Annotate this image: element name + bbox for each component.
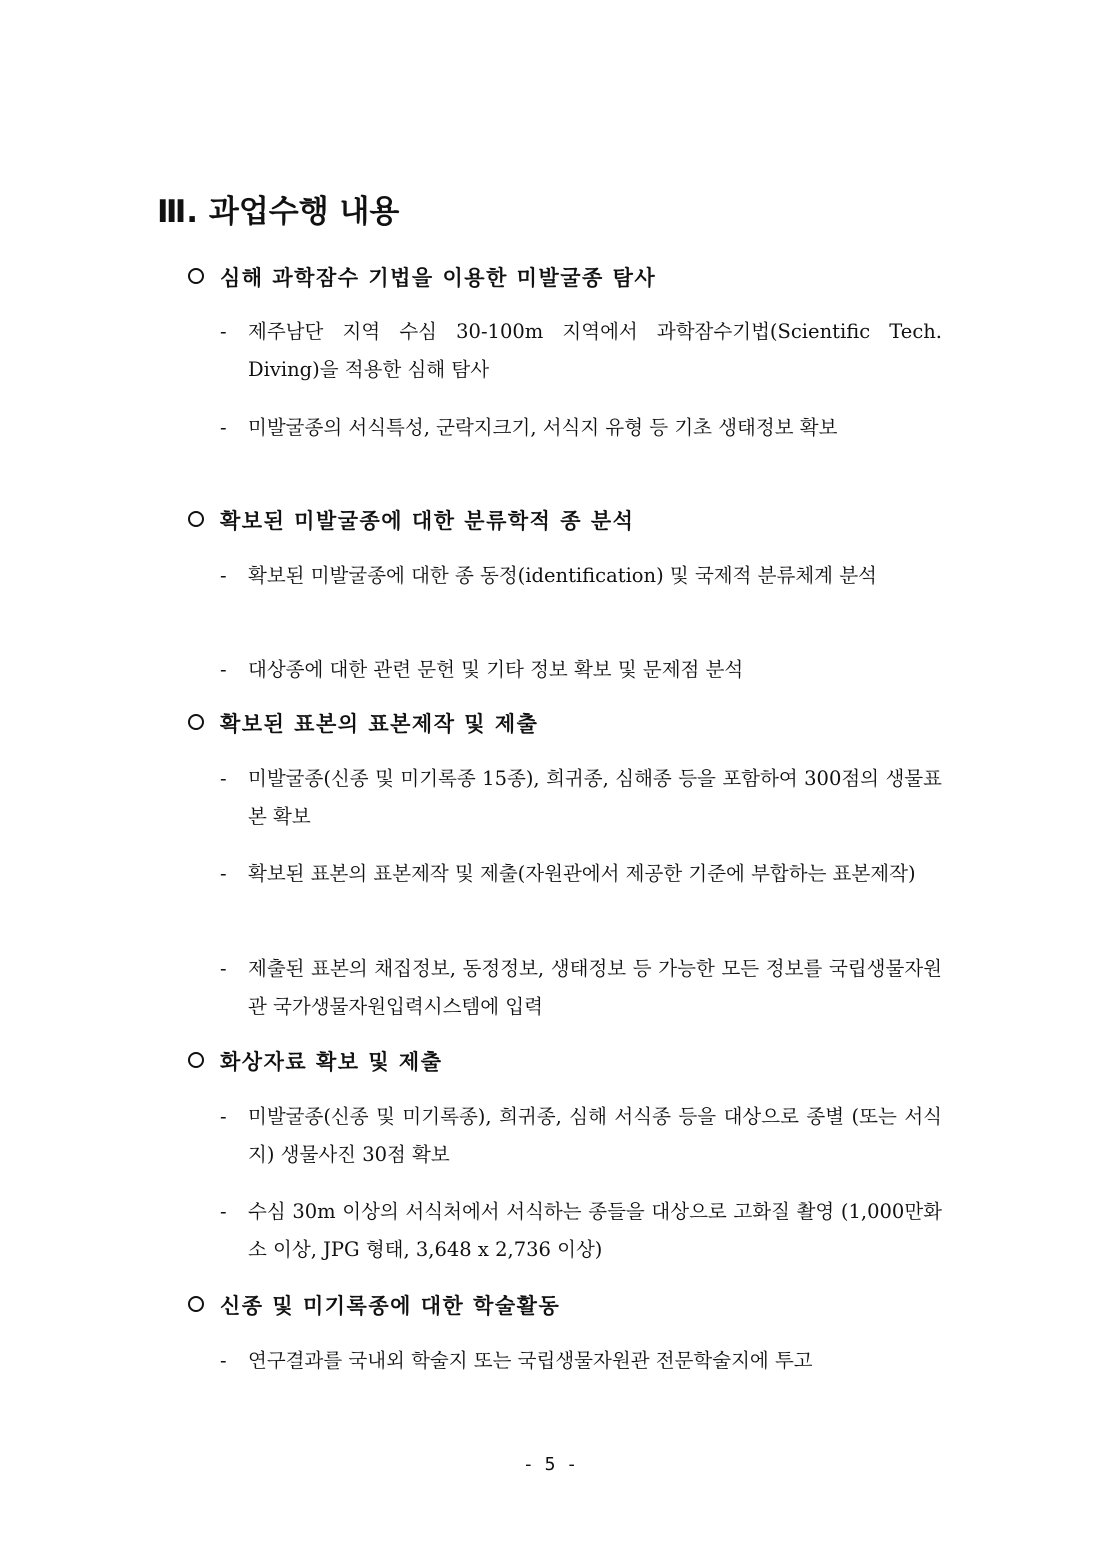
list-item: [220, 760, 942, 836]
section-heading-text: 화상자료 확보 및 제출: [220, 1050, 443, 1074]
list-item-text: 미발굴종(신종 및 미기록종), 희귀종, 심해 서식종 등을 대상으로 종별 (또는 서식지) 생물사진 30점 확보: [248, 1105, 942, 1166]
dash-bullet: -: [220, 320, 227, 343]
section-heading: [188, 708, 538, 740]
dash-bullet: -: [220, 767, 227, 790]
dash-bullet: -: [220, 1349, 227, 1372]
section-heading-text: 확보된 미발굴종에 대한 분류학적 종 분석: [220, 509, 635, 533]
list-item-text: 확보된 미발굴종에 대한 종 동정(identification) 및 국제적 분류체계 분석: [248, 564, 877, 587]
circle-bullet-icon: [188, 268, 204, 284]
circle-bullet-icon: [188, 714, 204, 730]
section-heading: [188, 1046, 443, 1078]
list-item-text: 제출된 표본의 채집정보, 동정정보, 생태정보 등 가능한 모든 정보를 국립생물자원관 국가생물자원입력시스템에 입력: [248, 957, 942, 1018]
list-item-text: 확보된 표본의 표본제작 및 제출(자원관에서 제공한 기준에 부합하는 표본제작): [248, 862, 916, 885]
circle-bullet-icon: [188, 511, 204, 527]
section-heading-text: 신종 및 미기록종에 대한 학술활동: [220, 1294, 561, 1318]
list-item: [220, 651, 942, 689]
circle-bullet-icon: [188, 1296, 204, 1312]
dash-bullet: -: [220, 1200, 227, 1223]
list-item: [220, 409, 942, 447]
dash-bullet: -: [220, 658, 227, 681]
section-heading: [188, 262, 656, 294]
list-item: [220, 855, 942, 893]
list-item-text: 제주남단 지역 수심 30-100m 지역에서 과학잠수기법(Scientific Tech. Diving)을 적용한 심해 탐사: [248, 320, 942, 381]
section-heading: [188, 1290, 560, 1322]
circle-bullet-icon: [188, 1052, 204, 1068]
dash-bullet: -: [220, 1105, 227, 1128]
dash-bullet: -: [220, 416, 227, 439]
dash-bullet: -: [220, 862, 227, 885]
list-item: [220, 313, 942, 389]
list-item-text: 연구결과를 국내외 학술지 또는 국립생물자원관 전문학술지에 투고: [248, 1349, 813, 1372]
section-heading-text: 심해 과학잠수 기법을 이용한 미발굴종 탐사: [220, 266, 657, 290]
list-item-text: 수심 30m 이상의 서식처에서 서식하는 종들을 대상으로 고화질 촬영 (1,000만화소 이상, JPG 형태, 3,648 x 2,736 이상): [248, 1200, 942, 1261]
list-item-text: 미발굴종(신종 및 미기록종 15종), 희귀종, 심해종 등을 포함하여 300점의 생물표본 확보: [248, 767, 942, 828]
list-item-text: 대상종에 대한 관련 문헌 및 기타 정보 확보 및 문제점 분석: [248, 658, 744, 681]
page-number: - 5 -: [522, 1454, 578, 1475]
list-item: [220, 1193, 942, 1269]
dash-bullet: -: [220, 564, 227, 587]
list-item: [220, 1098, 942, 1174]
section-heading-text: 확보된 표본의 표본제작 및 제출: [220, 712, 539, 736]
list-item: [220, 1342, 942, 1380]
list-item: [220, 557, 942, 595]
list-item: [220, 950, 942, 1026]
list-item-text: 미발굴종의 서식특성, 군락지크기, 서식지 유형 등 기초 생태정보 확보: [248, 416, 838, 439]
section-heading: [188, 505, 634, 537]
dash-bullet: -: [220, 957, 227, 980]
chapter-title: Ⅲ. 과업수행 내용: [157, 194, 400, 230]
